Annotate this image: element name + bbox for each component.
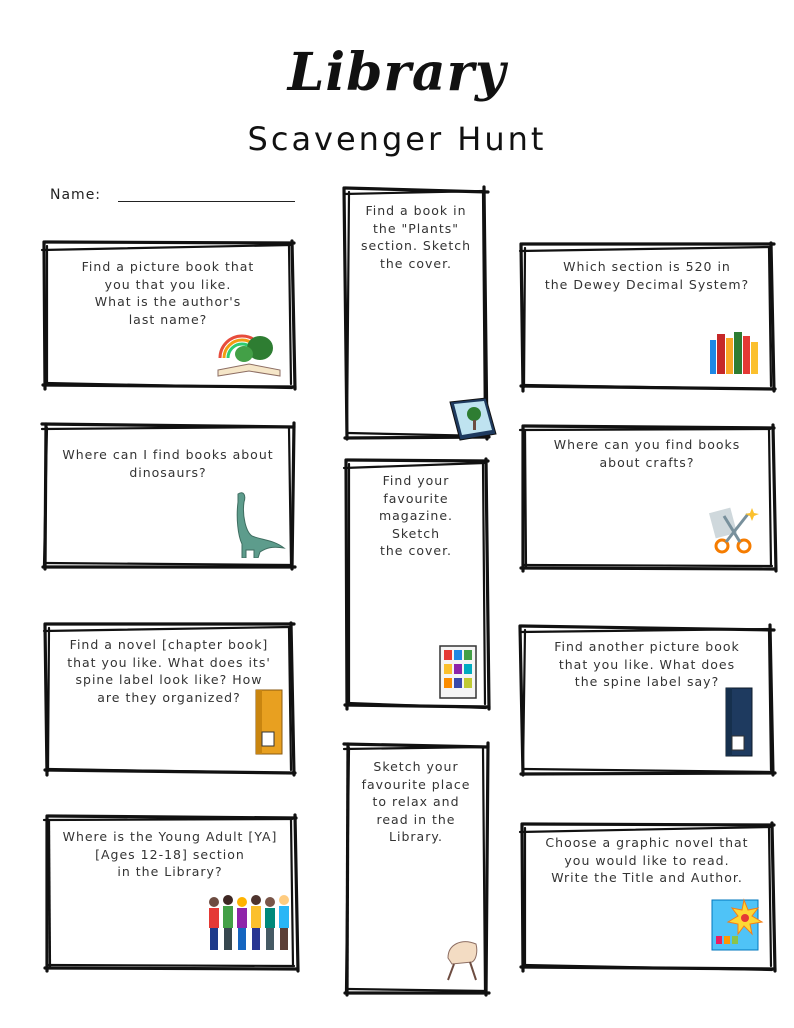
- card-novel[interactable]: [46, 626, 292, 772]
- card-plants[interactable]: [346, 190, 486, 436]
- tree-book-icon: [446, 396, 500, 444]
- card-text: Find another picture book that you like. What does the spine label say?: [554, 639, 740, 689]
- card-relax-place[interactable]: [346, 746, 486, 992]
- page-title: Library: [287, 42, 507, 103]
- open-storybook-icon: [216, 330, 282, 378]
- card-text: Which section is 520 in the Dewey Decimal System?: [544, 259, 750, 292]
- book-row-icon: [708, 330, 760, 376]
- card-text: Choose a graphic novel that you would like to read. Write the Title and Author.: [545, 835, 749, 885]
- card-picture-book[interactable]: [44, 244, 292, 386]
- card-young-adult[interactable]: [46, 818, 294, 968]
- comic-book-icon: [710, 896, 764, 952]
- card-text: Find a book in the "Plants" section. Sketch the cover.: [360, 203, 472, 271]
- name-label: Name:: [50, 187, 102, 203]
- card-magazine[interactable]: [346, 462, 486, 706]
- card-text: Where can you find books about crafts?: [553, 437, 741, 470]
- page-subtitle: Scavenger Hunt: [247, 120, 547, 158]
- blue-book-icon: [722, 686, 756, 758]
- card-text: Find a novel [chapter book] that you like. What does its' spine label look like? How are they organized?: [67, 637, 271, 705]
- card-text: Sketch your favourite place to relax and read in the Library.: [361, 759, 471, 844]
- card-dinosaurs[interactable]: [44, 426, 292, 566]
- card-graphic-novel[interactable]: [522, 826, 772, 968]
- chair-icon: [442, 936, 484, 982]
- card-crafts[interactable]: [522, 428, 772, 568]
- magazine-rack-icon: [438, 644, 478, 700]
- dinosaur-icon: [230, 488, 286, 558]
- card-dewey[interactable]: [522, 246, 772, 388]
- card-text: Where is the Young Adult [YA] [Ages 12-18] section in the Library?: [62, 829, 278, 879]
- card-text: Find a picture book that you that you like. What is the author's last name?: [81, 259, 255, 327]
- name-field-line[interactable]: [118, 201, 295, 202]
- group-of-teens-icon: [206, 894, 292, 952]
- orange-book-icon: [252, 688, 286, 756]
- card-spine-label[interactable]: [522, 628, 772, 772]
- card-text: Find your favourite magazine. Sketch the cover.: [378, 473, 454, 558]
- craft-scissors-icon: [708, 504, 760, 556]
- card-text: Where can I find books about dinosaurs?: [62, 447, 274, 480]
